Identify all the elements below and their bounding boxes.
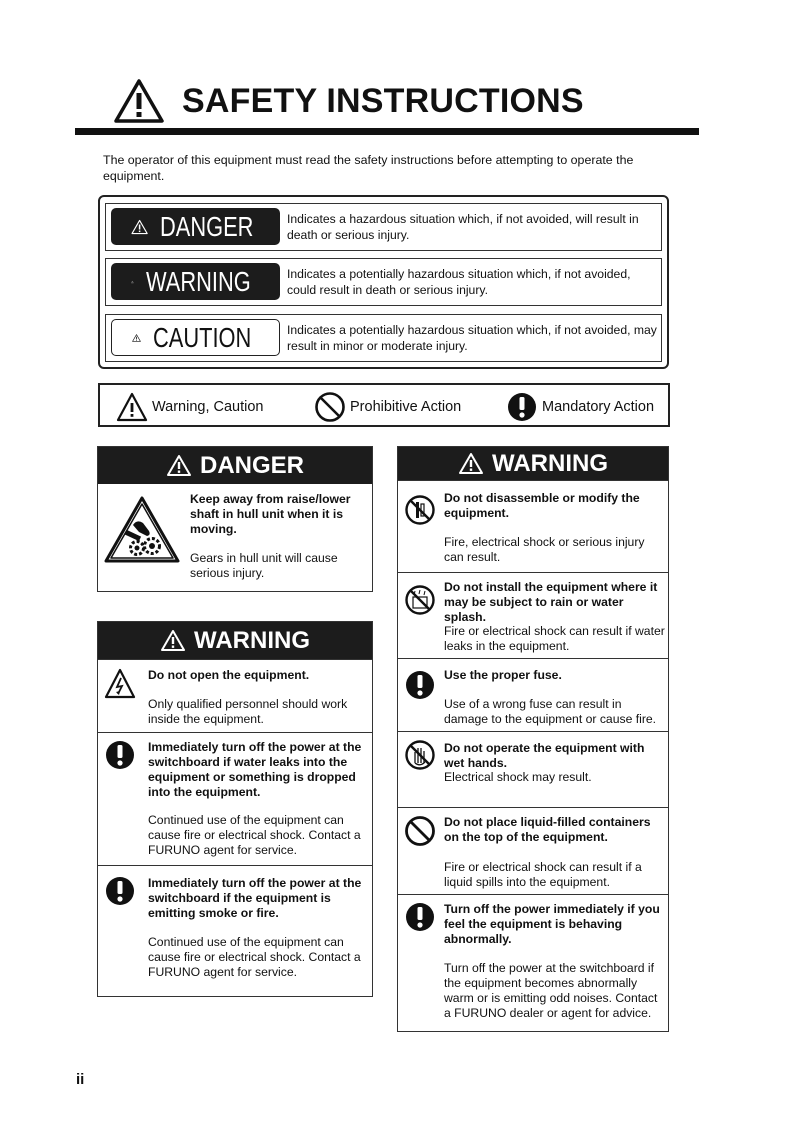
prohibited-icon	[314, 391, 346, 423]
right-warning-panel	[397, 446, 669, 1032]
right-warning-header	[398, 447, 668, 480]
caution-label: CAUTION	[153, 321, 252, 353]
no-wet-hands-icon	[404, 739, 436, 771]
warning-triangle-icon	[113, 78, 165, 124]
danger-description: Indicates a hazardous situation which, if not avoided, will result in death or serious injury.	[287, 212, 639, 242]
gear-hazard-icon	[103, 495, 181, 565]
warning-item-bold: Do not install the equipment where it may be subject to rain or water splash.	[444, 580, 658, 624]
symbol-prohibitive-label: Prohibitive Action	[350, 399, 462, 415]
warning-item	[98, 659, 372, 732]
warning-item-bold: Do not place liquid-filled containers on the top of the equipment.	[444, 815, 651, 844]
warning-item-text: Fire, electrical shock or serious injury can result.	[444, 535, 645, 564]
symbol-mandatory-label: Mandatory Action	[542, 399, 655, 415]
warning-item	[398, 894, 668, 1027]
warning-triangle-icon	[166, 454, 192, 477]
signal-word-legend	[98, 195, 669, 369]
symbol-legend-bar	[98, 383, 670, 427]
warning-item-text: Electrical shock may result.	[444, 770, 592, 784]
right-warning-title: WARNING	[492, 449, 608, 477]
warning-item-bold: Immediately turn off the power at the switchboard if water leaks into the equipment or something is dropped into the equipment.	[148, 740, 362, 799]
warning-triangle-icon	[131, 212, 148, 242]
mandatory-icon	[104, 875, 136, 907]
warning-item	[398, 480, 668, 572]
warning-item	[398, 807, 668, 894]
mandatory-icon	[104, 739, 136, 771]
symbol-mandatory	[506, 391, 654, 423]
warning-item-text: Turn off the power at the switchboard if the equipment becomes abnormally warm or is emitting odd noises. Contact a FURUNO dealer or agent for advice.	[444, 961, 658, 1020]
warning-triangle-icon	[160, 629, 186, 652]
warning-item-text: Fire or electrical shock can result if a liquid spills into the equipment.	[444, 860, 642, 889]
warning-triangle-icon	[458, 452, 484, 475]
electric-shock-icon	[104, 668, 136, 700]
left-warning-header	[98, 622, 372, 659]
caution-badge	[111, 319, 280, 356]
symbol-prohibitive	[314, 391, 461, 423]
warning-item-bold: Use the proper fuse.	[444, 668, 562, 682]
danger-label: DANGER	[160, 210, 254, 242]
warning-item	[398, 731, 668, 807]
danger-panel-header	[98, 447, 372, 484]
danger-badge	[111, 208, 280, 245]
warning-description: Indicates a potentially hazardous situation which, if not avoided, could result in death or serious injury.	[287, 267, 631, 297]
warning-item-bold: Do not operate the equipment with wet hands.	[444, 741, 645, 770]
warning-item-text: Continued use of the equipment can cause fire or electrical shock. Contact a FURUNO agent for service.	[148, 813, 361, 857]
warning-item-text: Only qualified personnel should work inside the equipment.	[148, 697, 348, 726]
legend-row-caution	[105, 314, 662, 362]
warning-triangle-icon	[131, 267, 134, 297]
danger-panel-title: DANGER	[199, 451, 304, 479]
warning-item-text: Use of a wrong fuse can result in damage to the equipment or cause fire.	[444, 697, 657, 726]
mandatory-icon	[506, 391, 538, 423]
warning-item-bold: Immediately turn off the power at the switchboard if the equipment is emitting smoke or fire.	[148, 876, 362, 920]
symbol-warning-caution	[116, 391, 264, 423]
danger-panel-bold: Keep away from raise/lower shaft in hull unit when it is moving.	[190, 492, 351, 536]
page-title: SAFETY INSTRUCTIONS	[182, 82, 584, 120]
warning-item-text: Continued use of the equipment can cause fire or electrical shock. Contact a FURUNO agent for service.	[148, 935, 361, 979]
warning-badge	[111, 263, 280, 300]
danger-panel-text: Gears in hull unit will cause serious injury.	[190, 551, 338, 580]
warning-item	[98, 732, 372, 865]
prohibited-icon	[404, 815, 436, 847]
symbol-warning-caution-label: Warning, Caution	[152, 399, 264, 415]
warning-triangle-icon	[132, 323, 141, 353]
warning-item	[398, 658, 668, 731]
warning-label: WARNING	[145, 265, 251, 297]
warning-item-bold: Turn off the power immediately if you feel the equipment is behaving abnormally.	[444, 902, 660, 946]
warning-item-text: Fire or electrical shock can result if water leaks in the equipment.	[444, 624, 665, 653]
left-warning-panel	[97, 621, 373, 997]
legend-row-warning	[105, 258, 662, 306]
warning-item-bold: Do not disassemble or modify the equipment.	[444, 491, 640, 520]
legend-row-danger	[105, 203, 662, 251]
no-disassemble-icon	[404, 494, 436, 526]
warning-item	[98, 865, 372, 996]
warning-item-bold: Do not open the equipment.	[148, 668, 310, 682]
warning-triangle-icon	[116, 391, 148, 423]
mandatory-icon	[404, 901, 436, 933]
danger-panel	[97, 446, 373, 592]
warning-item	[398, 572, 668, 658]
no-water-icon	[404, 584, 436, 616]
left-warning-title: WARNING	[194, 626, 310, 654]
title-rule	[75, 128, 699, 135]
mandatory-icon	[404, 669, 436, 701]
page-number: ii	[76, 1071, 85, 1088]
intro-text: The operator of this equipment must read the safety instructions before attempting to operate the equipment.	[103, 153, 634, 183]
caution-description: Indicates a potentially hazardous situation which, if not avoided, may result in minor or moderate injury.	[287, 323, 657, 353]
